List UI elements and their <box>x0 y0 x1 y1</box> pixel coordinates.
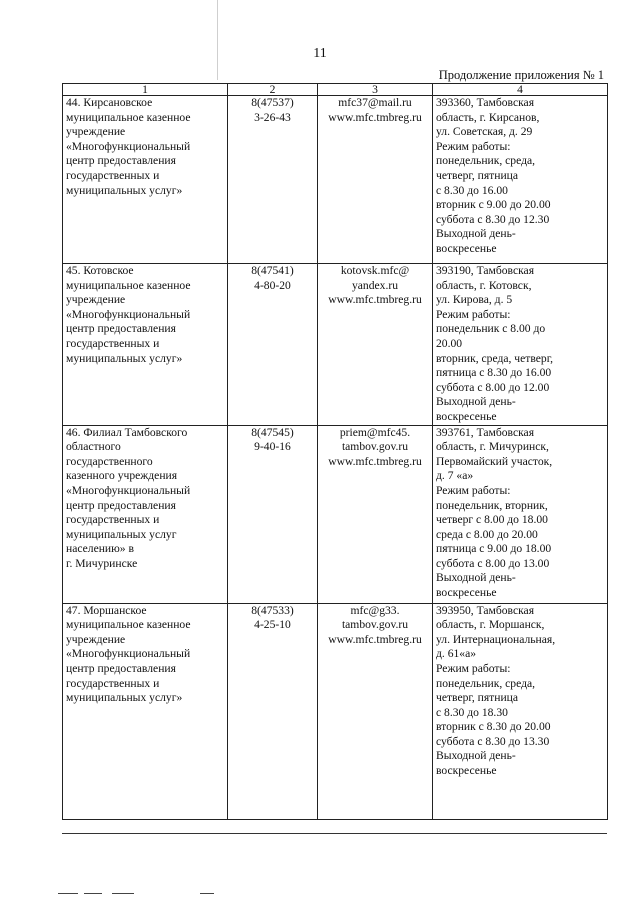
address-schedule-line: область, г. Мичуринск, <box>436 440 549 454</box>
address-schedule-line: понедельник, среда, <box>436 154 536 168</box>
header-col-1: 1 <box>63 84 228 96</box>
contacts-line: www.mfc.tmbreg.ru <box>328 454 422 468</box>
address-schedule-line: среда с 8.00 до 20.00 <box>436 527 538 541</box>
address-schedule-line: суббота с 8.30 до 13.30 <box>436 734 550 748</box>
header-col-4: 4 <box>433 84 608 96</box>
phone-line: 8(47537) <box>251 96 294 109</box>
phone-line: 8(47533) <box>251 603 294 617</box>
organization-name-line: центр предоставления <box>66 498 176 512</box>
organization-name-line: 47. Моршанское <box>66 603 147 617</box>
table-row <box>63 264 608 426</box>
contacts-line: www.mfc.tmbreg.ru <box>328 293 422 307</box>
organization-name-line: государственных и <box>66 168 160 182</box>
address-schedule-line: вторник, среда, четверг, <box>436 351 554 365</box>
address-schedule-line: четверг с 8.00 до 18.00 <box>436 513 548 527</box>
contacts-line: priem@mfc45. <box>339 425 411 439</box>
address-schedule-line: Режим работы: <box>436 483 511 497</box>
contacts-cell <box>318 425 433 603</box>
services-table <box>62 83 608 820</box>
organization-name-cell <box>63 96 228 264</box>
address-schedule-line: воскресенье <box>436 409 497 423</box>
contacts-cell <box>318 96 433 264</box>
organization-name-line: 44. Кирсановское <box>66 96 153 109</box>
organization-name-cell <box>63 264 228 426</box>
address-schedule-line: ул. Интернациональная, <box>436 632 556 646</box>
table-row <box>63 603 608 819</box>
organization-name-line: центр предоставления <box>66 322 176 336</box>
contacts-line: mfc37@mail.ru <box>338 96 412 109</box>
organization-name-line: «Многофункциональный <box>66 647 191 661</box>
organization-name-line: «Многофункциональный <box>66 139 191 153</box>
phone-cell <box>228 603 318 819</box>
organization-name-line: учреждение <box>66 125 126 139</box>
organization-name-line: муниципальных услуг» <box>66 691 183 705</box>
header-col-3: 3 <box>318 84 433 96</box>
organization-name-line: муниципальных услуг» <box>66 183 183 197</box>
phone-cell <box>228 264 318 426</box>
continuation-label: Продолжение приложения № 1 <box>438 68 604 82</box>
organization-name-line: муниципальных услуг <box>66 527 177 541</box>
address-schedule-line: 20.00 <box>436 336 463 350</box>
organization-name-line: государственных и <box>66 513 160 527</box>
address-schedule-line: понедельник, вторник, <box>436 498 548 512</box>
header-col-2: 2 <box>228 84 318 96</box>
address-schedule-cell <box>433 264 608 426</box>
address-schedule-line: 393761, Тамбовская <box>436 425 535 439</box>
organization-name-line: казенного учреждения <box>66 469 178 483</box>
address-schedule-line: 393950, Тамбовская <box>436 603 535 617</box>
address-schedule-line: с 8.30 до 18.30 <box>436 705 508 719</box>
address-schedule-line: четверг, пятница <box>436 168 518 182</box>
address-schedule-line: 393190, Тамбовская <box>436 264 535 277</box>
header-row <box>63 84 608 96</box>
phone-line: 9-40-16 <box>254 440 291 454</box>
contacts-line: www.mfc.tmbreg.ru <box>328 110 422 124</box>
scan-artifact-mark <box>200 893 214 894</box>
address-schedule-line: воскресенье <box>436 764 497 778</box>
address-schedule-line: Режим работы: <box>436 661 511 675</box>
page-number: 11 <box>313 46 327 61</box>
table-row <box>63 425 608 603</box>
address-schedule-line: ул. Советская, д. 29 <box>436 125 533 139</box>
address-schedule-cell <box>433 96 608 264</box>
organization-name-line: муниципальное казенное <box>66 110 191 124</box>
address-schedule-line: суббота с 8.00 до 13.00 <box>436 556 550 570</box>
address-schedule-line: область, г. Котовск, <box>436 278 532 292</box>
contacts-line: www.mfc.tmbreg.ru <box>328 632 422 646</box>
address-schedule-line: суббота с 8.30 до 12.30 <box>436 212 550 226</box>
organization-name-line: государственных и <box>66 676 160 690</box>
address-schedule-line: Режим работы: <box>436 307 511 321</box>
scan-artifact-mark <box>112 893 134 894</box>
organization-name-line: г. Мичуринске <box>66 556 138 570</box>
contacts-cell <box>318 264 433 426</box>
address-schedule-line: четверг, пятница <box>436 691 518 705</box>
phone-line: 8(47545) <box>251 425 294 439</box>
contacts-cell <box>318 603 433 819</box>
organization-name-line: областного <box>66 440 121 454</box>
scan-artifact-mark <box>84 893 102 894</box>
address-schedule-line: ул. Кирова, д. 5 <box>436 293 513 307</box>
address-schedule-line: понедельник с 8.00 до <box>436 322 546 336</box>
address-schedule-line: вторник с 9.00 до 20.00 <box>436 198 551 212</box>
footer-divider <box>62 833 607 834</box>
contacts-line: yandex.ru <box>351 278 399 292</box>
organization-name-line: муниципальных услуг» <box>66 351 183 365</box>
table-row <box>63 96 608 264</box>
organization-name-line: государственных и <box>66 336 160 350</box>
address-schedule-line: с 8.30 до 16.00 <box>436 183 508 197</box>
phone-cell <box>228 96 318 264</box>
organization-name-line: «Многофункциональный <box>66 307 191 321</box>
address-schedule-cell <box>433 425 608 603</box>
phone-line: 3-26-43 <box>254 110 291 124</box>
organization-name-line: учреждение <box>66 293 126 307</box>
address-schedule-line: Выходной день- <box>436 571 516 585</box>
address-schedule-line: д. 7 «а» <box>436 469 474 483</box>
address-schedule-line: пятница с 9.00 до 18.00 <box>436 542 552 556</box>
organization-name-line: муниципальное казенное <box>66 618 191 632</box>
organization-name-line: учреждение <box>66 632 126 646</box>
contacts-line: kotovsk.mfc@ <box>340 264 410 277</box>
scan-artifact-mark <box>58 893 78 894</box>
organization-name-line: государственного <box>66 454 153 468</box>
address-schedule-line: Режим работы: <box>436 139 511 153</box>
organization-name-line: 46. Филиал Тамбовского <box>66 425 188 439</box>
address-schedule-line: область, г. Кирсанов, <box>436 110 540 124</box>
address-schedule-line: 393360, Тамбовская <box>436 96 535 109</box>
address-schedule-line: вторник с 8.30 до 20.00 <box>436 720 551 734</box>
organization-name-line: населению» в <box>66 542 134 556</box>
phone-cell <box>228 425 318 603</box>
contacts-line: tambov.gov.ru <box>341 440 409 454</box>
address-schedule-line: Первомайский участок, <box>436 454 553 468</box>
organization-name-line: «Многофункциональный <box>66 483 191 497</box>
address-schedule-line: Выходной день- <box>436 749 516 763</box>
address-schedule-line: воскресенье <box>436 241 497 255</box>
scan-artifact-line <box>217 0 218 80</box>
address-schedule-line: понедельник, среда, <box>436 676 536 690</box>
organization-name-cell <box>63 603 228 819</box>
contacts-line: tambov.gov.ru <box>341 618 409 632</box>
address-schedule-line: Выходной день- <box>436 395 516 409</box>
organization-name-line: муниципальное казенное <box>66 278 191 292</box>
phone-line: 4-25-10 <box>254 618 291 632</box>
address-schedule-line: пятница с 8.30 до 16.00 <box>436 366 552 380</box>
address-schedule-line: область, г. Моршанск, <box>436 618 545 632</box>
address-schedule-line: д. 61«а» <box>436 647 477 661</box>
organization-name-line: 45. Котовское <box>66 264 134 277</box>
organization-name-line: центр предоставления <box>66 661 176 675</box>
phone-line: 4-80-20 <box>254 278 291 292</box>
contacts-line: mfc@g33. <box>350 603 400 617</box>
address-schedule-cell <box>433 603 608 819</box>
organization-name-line: центр предоставления <box>66 154 176 168</box>
address-schedule-line: воскресенье <box>436 586 497 600</box>
address-schedule-line: суббота с 8.00 до 12.00 <box>436 380 550 394</box>
address-schedule-line: Выходной день- <box>436 227 516 241</box>
organization-name-cell <box>63 425 228 603</box>
phone-line: 8(47541) <box>251 264 294 277</box>
